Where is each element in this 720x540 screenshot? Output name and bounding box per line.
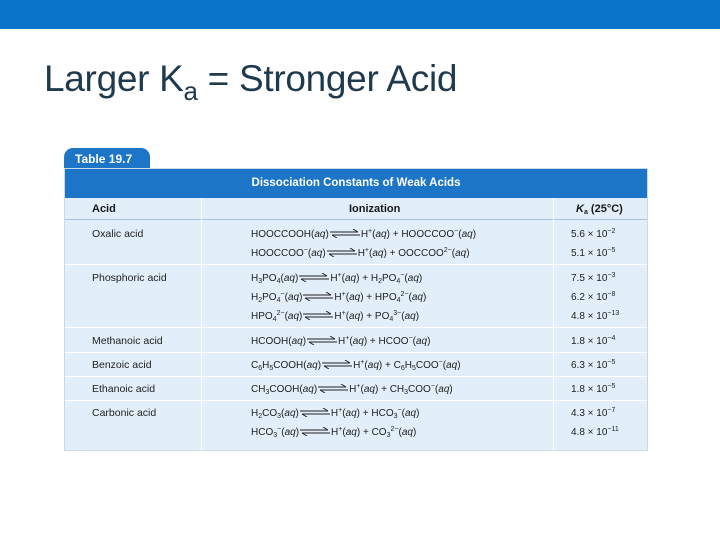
- ka-value: $5.1 \times 10^{-5}$: [571, 247, 616, 259]
- ionization-equation: $H_2PO_4^-(aq) H^+(aq) + HPO_4^{2-}(aq)$: [251, 291, 427, 304]
- ionization-equation: $HCO_3^-(aq) H^+(aq) + CO_3^{2-}(aq)$: [251, 426, 417, 439]
- header-ionization: Ionization: [349, 203, 401, 215]
- ka-value: $5.6 \times 10^{-2}$: [571, 228, 616, 240]
- header-acid: Acid: [92, 203, 116, 215]
- acid-name: Oxalic acid: [92, 228, 144, 240]
- header-ka: $K_a$ (25°C): [576, 203, 623, 216]
- ka-value: $6.3 \times 10^{-5}$: [571, 359, 616, 371]
- ionization-equation: $HPO_4^{2-}(aq) H^+(aq) + PO_4^{3-}(aq)$: [251, 310, 420, 323]
- row-separator: [65, 400, 647, 401]
- ionization-equation: $H_3PO_4(aq) H^+(aq) + H_2PO_4^-(aq)$: [251, 272, 423, 285]
- equilibrium-arrow-icon: [300, 408, 330, 417]
- ka-value: $4.8 \times 10^{-13}$: [571, 310, 620, 322]
- equilibrium-arrow-icon: [303, 311, 333, 320]
- column-divider: [553, 198, 554, 450]
- equilibrium-arrow-icon: [300, 427, 330, 436]
- equilibrium-arrow-icon: [318, 384, 348, 393]
- acid-name: Benzoic acid: [92, 359, 152, 371]
- ka-value: $6.2 \times 10^{-8}$: [571, 291, 616, 303]
- ionization-equation: $CH_3COOH(aq) H^+(aq) + CH_3COO^-(aq)$: [251, 383, 453, 396]
- ionization-equation: HOOCCOO−(aq) $H^+(aq) + OOCCOO^{2-}(aq)$: [251, 247, 470, 259]
- equilibrium-arrow-icon: [327, 248, 357, 257]
- acid-name: Phosphoric acid: [92, 272, 167, 284]
- dissociation-table: [62, 147, 649, 452]
- ionization-equation: $H_2CO_3(aq) H^+(aq) + HCO_3^-(aq)$: [251, 407, 420, 420]
- column-divider: [201, 198, 202, 450]
- equilibrium-arrow-icon: [330, 229, 360, 238]
- ionization-equation: HCOOH(aq) H+(aq) + HCOO−(aq): [251, 335, 431, 347]
- table-caption: Dissociation Constants of Weak Acids: [65, 169, 647, 198]
- equilibrium-arrow-icon: [303, 292, 333, 301]
- equilibrium-arrow-icon: [307, 336, 337, 345]
- row-separator: [65, 327, 647, 328]
- acid-name: Carbonic acid: [92, 407, 157, 419]
- table-header-row: [65, 198, 647, 220]
- equilibrium-arrow-icon: [322, 360, 352, 369]
- table-number-tab: Table 19.7: [64, 148, 150, 170]
- ionization-equation: $C_6H_5COOH(aq) H^+(aq) + C_6H_5COO^-(aq)$: [251, 359, 461, 372]
- equilibrium-arrow-icon: [299, 273, 329, 282]
- top-accent-bar: [0, 0, 720, 29]
- ka-value: $4.3 \times 10^{-7}$: [571, 407, 616, 419]
- slide-title: Larger $K_a$ = Stronger Acid: [44, 58, 458, 106]
- ka-value: $7.5 \times 10^{-3}$: [571, 272, 616, 284]
- ka-value: $1.8 \times 10^{-5}$: [571, 383, 616, 395]
- table-body: [64, 168, 648, 451]
- row-separator: [65, 264, 647, 265]
- acid-name: Methanoic acid: [92, 335, 163, 347]
- ka-value: $4.8 \times 10^{-11}$: [571, 426, 619, 438]
- row-separator: [65, 376, 647, 377]
- row-separator: [65, 352, 647, 353]
- acid-name: Ethanoic acid: [92, 383, 156, 395]
- ionization-equation: HOOCCOOH(aq) H+(aq) + HOOCCOO−(aq): [251, 228, 477, 240]
- ka-value: $1.8 \times 10^{-4}$: [571, 335, 616, 347]
